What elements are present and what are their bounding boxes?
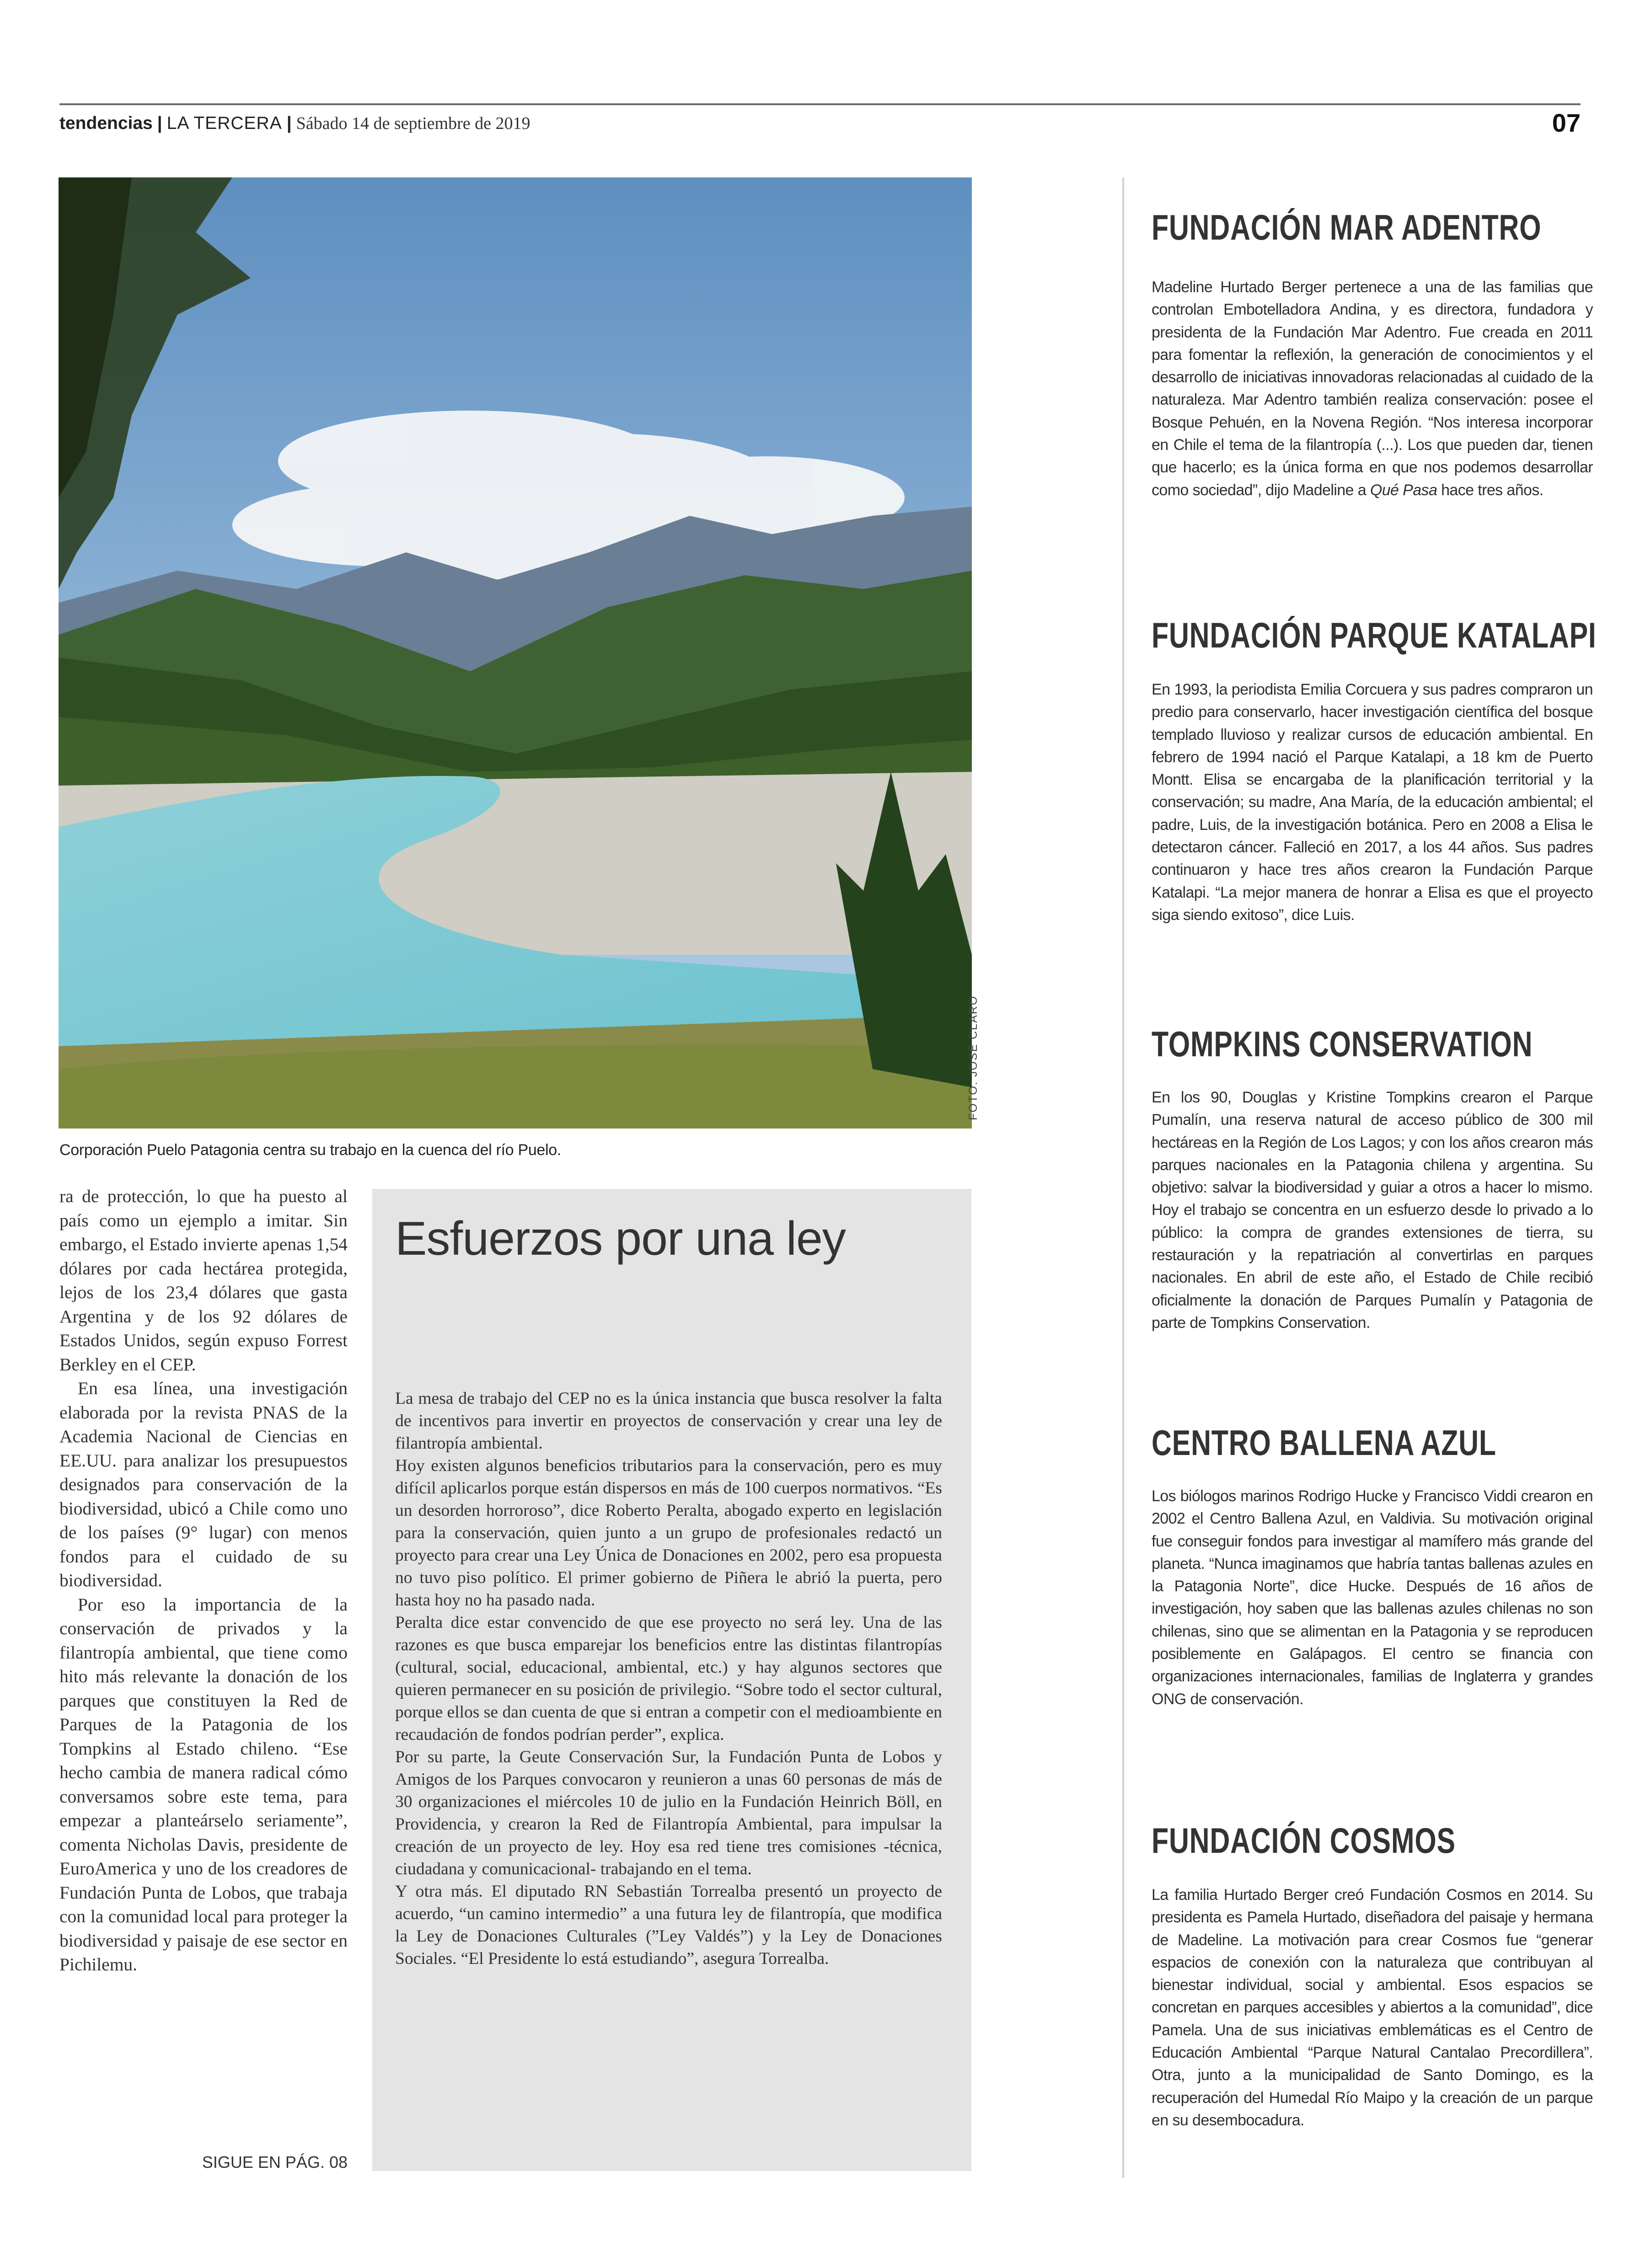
section-ballena-azul (1152, 1422, 1593, 1711)
section-cosmos (1152, 1820, 1593, 2132)
page-number: 07 (1552, 108, 1581, 137)
box-paragraph: La mesa de trabajo del CEP no es la única instancia que busca resolver la falta de incentivos para invertir en proyectos de conservación y crear una ley de filantropía ambiental. (395, 1389, 942, 1453)
body-paragraph: En esa línea, una investigación elaborada por la revista PNAS de la Academia Nacional de Ciencias en EE.UU. para analizar los presupuestos designados para conservación de la biodiversidad, ubicó a Chile como uno de los países (9° lugar) con menos fondos para el cuidado de su biodiversidad. (59, 1378, 348, 1590)
box-title: Esfuerzos por una ley (395, 1212, 846, 1265)
section-body (1152, 1485, 1593, 1711)
header-separator: | (286, 113, 292, 133)
body-paragraph: ra de protección, lo que ha puesto al país como un ejemplo a imitar. Sin embargo, el Estado invierte apenas 1,54 dólares por cada hectárea protegida, lejos de los 23,4 dólares que gasta Argentina y de los 92 dólares de Estados Unidos, según expuso Forrest Berkley en el CEP. (59, 1186, 348, 1375)
section-tompkins (1152, 1023, 1593, 1334)
section-katalapi (1152, 615, 1597, 926)
section-body (1152, 679, 1593, 926)
photo-caption: Corporación Puelo Patagonia centra su trabajo en la cuenca del río Puelo. (59, 1141, 562, 1159)
continued-on-page: SIGUE EN PÁG. 08 (202, 2153, 348, 2172)
section-text: La familia Hurtado Berger creó Fundación Cosmos en 2014. Su presidenta es Pamela Hurtado, diseñadora del paisaje y hermana de Madeline. La motivación para crear Cosmos fue “generar espacios de conexión con la naturaleza que contribuyan al bienestar individual, social y ambiental. Esos espacios se concretan en parques accesibles y abiertos a la comunidad”, dice Pamela. Una de sus iniciativas emblemáticas es el Centro de Educación Ambiental “Parque Natural Cantalao Precordillera”. Otra, junto a la municipalidad de Santo Domingo, es la recuperación del Humedal Río Maipo y la creación de un parque en su desembocadura. (1152, 1886, 1593, 2129)
section-body (1152, 1086, 1593, 1334)
newspaper-name: LA TERCERA (166, 113, 282, 133)
publication-date: Sábado 14 de septiembre de 2019 (296, 114, 531, 133)
article-body (59, 1184, 348, 1977)
section-text: Madeline Hurtado Berger pertenece a una de las familias que controlan Embotelladora Andina, y es directora, fundadora y presidenta de la Fundación Mar Adentro. Fue creada en 2011 para fomentar la reflexión, la generación de conocimientos y el desarrollo de iniciativas innovadoras relacionadas al cuidado de la naturaleza. Mar Adentro también realiza conservación: posee el Bosque Pehuén, en la Novena Región. “Nos interesa incorporar en Chile el tema de la filantropía (...). Los que pueden dar, tienen que hacerlo; es la única forma en que nos podemos desarrollar como sociedad”, dijo Madeline a (1152, 278, 1593, 499)
column-divider (1122, 177, 1124, 2178)
section-text: hace tres años. (1437, 481, 1544, 499)
section-heading: FUNDACIÓN PARQUE KATALAPI (1152, 615, 1597, 655)
section-body (1152, 1884, 1593, 2132)
header-rule (59, 103, 1581, 105)
section-name: tendencias (59, 113, 153, 133)
section-body (1152, 276, 1593, 502)
section-heading: FUNDACIÓN MAR ADENTRO (1152, 207, 1542, 247)
section-text: En 1993, la periodista Emilia Corcuera y sus padres compraron un predio para conservarlo, hacer investigación científica del bosque templado lluvioso y realizar cursos de educación ambiental. En febrero de 1994 nació el Parque Katalapi, a 18 km de Puerto Montt. Elisa se encargaba de la planificación territorial y la conservación; su madre, Ana María, de la educación ambiental; el padre, Luis, de la investigación botánica. Pero en 2008 a Elisa le detectaron cáncer. Falleció en 2017, a los 44 años. Sus padres continuaron y hace tres años crearon la Fundación Parque Katalapi. “La mejor manera de honrar a Elisa es que el proyecto siga siendo exitoso”, dice Luis. (1152, 681, 1593, 924)
body-paragraph: Por eso la importancia de la conservación de privados y la filantropía ambiental, que tiene como hito más relevante la donación de los parques que constituyen la Red de Parques de la Patagonia de los Tompkins al Estado chileno. “Ese hecho cambia de manera radical cómo conversamos sobre este tema, para empezar a planteárselo seriamente”, comenta Nicholas Davis, presidente de EuroAmerica y uno de los creadores de Fundación Punta de Lobos, que trabaja con la comunidad local para proteger la biodiversidad y paisaje de ese sector en Pichilemu. (59, 1594, 348, 1974)
section-heading: TOMPKINS CONSERVATION (1152, 1024, 1533, 1064)
landscape-photo (59, 177, 972, 1129)
header-separator: | (157, 113, 162, 133)
magazine-name: Qué Pasa (1370, 481, 1437, 499)
box-paragraph: Hoy existen algunos beneficios tributarios para la conservación, pero es muy difícil aplicarlos porque están dispersos en más de 100 cuerpos normativos. “Es un desorden horroroso”, dice Roberto Peralta, abogado experto en legislación para la conservación, quien junto a un grupo de profesionales redactó un proyecto para crear una Ley Única de Donaciones en 2002, pero esa propuesta no tuvo piso político. El primer gobierno de Piñera le abrió la puerta, pero hasta hoy no ha pasado nada. (395, 1456, 942, 1610)
box-paragraph: Y otra más. El diputado RN Sebastián Torrealba presentó un proyecto de acuerdo, “un camino intermedio” a una futura ley de filantropía, que modifica la Ley de Donaciones Culturales (”Ley Valdés”) y la Ley de Donaciones Sociales. “El Presidente lo está estudiando”, asegura Torrealba. (395, 1882, 942, 1968)
box-paragraph: Por su parte, la Geute Conservación Sur, la Fundación Punta de Lobos y Amigos de los Parques convocaron y reunieron a unas 60 personas de más de 30 organizaciones el miércoles 10 de julio en la Fundación Heinrich Böll, en Providencia, y crearon la Red de Filantropía Ambiental, para impulsar la creación de un proyecto de ley. Hoy esa red tiene tres comisiones -técnica, ciudadana y comunicacional- trabajando en el tema. (395, 1748, 942, 1878)
header-left (59, 113, 530, 141)
box-body (395, 1387, 942, 1970)
section-text: En los 90, Douglas y Kristine Tompkins crearon el Parque Pumalín, una reserva natural de acceso público de 300 mil hectáreas en la Región de Los Lagos; y con los años crearon más parques nacionales en la Patagonia chilena y argentina. Su objetivo: salvar la biodiversidad y guiar a otros a hacer lo mismo. Hoy el trabajo se concentra en un esfuerzo desde lo privado a lo público: la compra de grandes extensiones de tierra, su restauración y la repatriación al convertirlas en parques nacionales. En abril de este año, el Estado de Chile recibió oficialmente la donación de Parques Pumalín y Patagonia de parte de Tompkins Conservation. (1152, 1089, 1593, 1332)
section-heading: CENTRO BALLENA AZUL (1152, 1423, 1496, 1463)
section-text: Los biólogos marinos Rodrigo Hucke y Francisco Viddi crearon en 2002 el Centro Ballena Azul, en Valdivia. Su motivación original fue conseguir fondos para investigar al mamífero más grande del planeta. “Nunca imaginamos que habría tantas ballenas azules en la Patagonia Norte”, dice Hucke. Después de 16 años de investigación, hoy saben que las ballenas azules chilenas no son chilenas, sino que se alimentan en la Patagonia y se reproducen posiblemente en Galápagos. El centro se financia con organizaciones internacionales, familias de Inglaterra y grandes ONG de conservación. (1152, 1487, 1593, 1708)
box-paragraph: Peralta dice estar convencido de que ese proyecto no será ley. Una de las razones es que busca emparejar los beneficios entre las distintas filantropías (cultural, social, educacional, ambiental, etc.) y hay algunos sectores que quieren permanecer en su posición de privilegio. “Sobre todo el sector cultural, porque ellos se dan cuenta de que si entran a competir con el medioambiente en recaudación de fondos podrían perder”, explica. (395, 1613, 942, 1744)
section-heading: FUNDACIÓN COSMOS (1152, 1820, 1456, 1861)
photo-credit: FOTO: JOSÉ CLARO (967, 995, 980, 1120)
section-mar-adentro (1152, 207, 1593, 502)
